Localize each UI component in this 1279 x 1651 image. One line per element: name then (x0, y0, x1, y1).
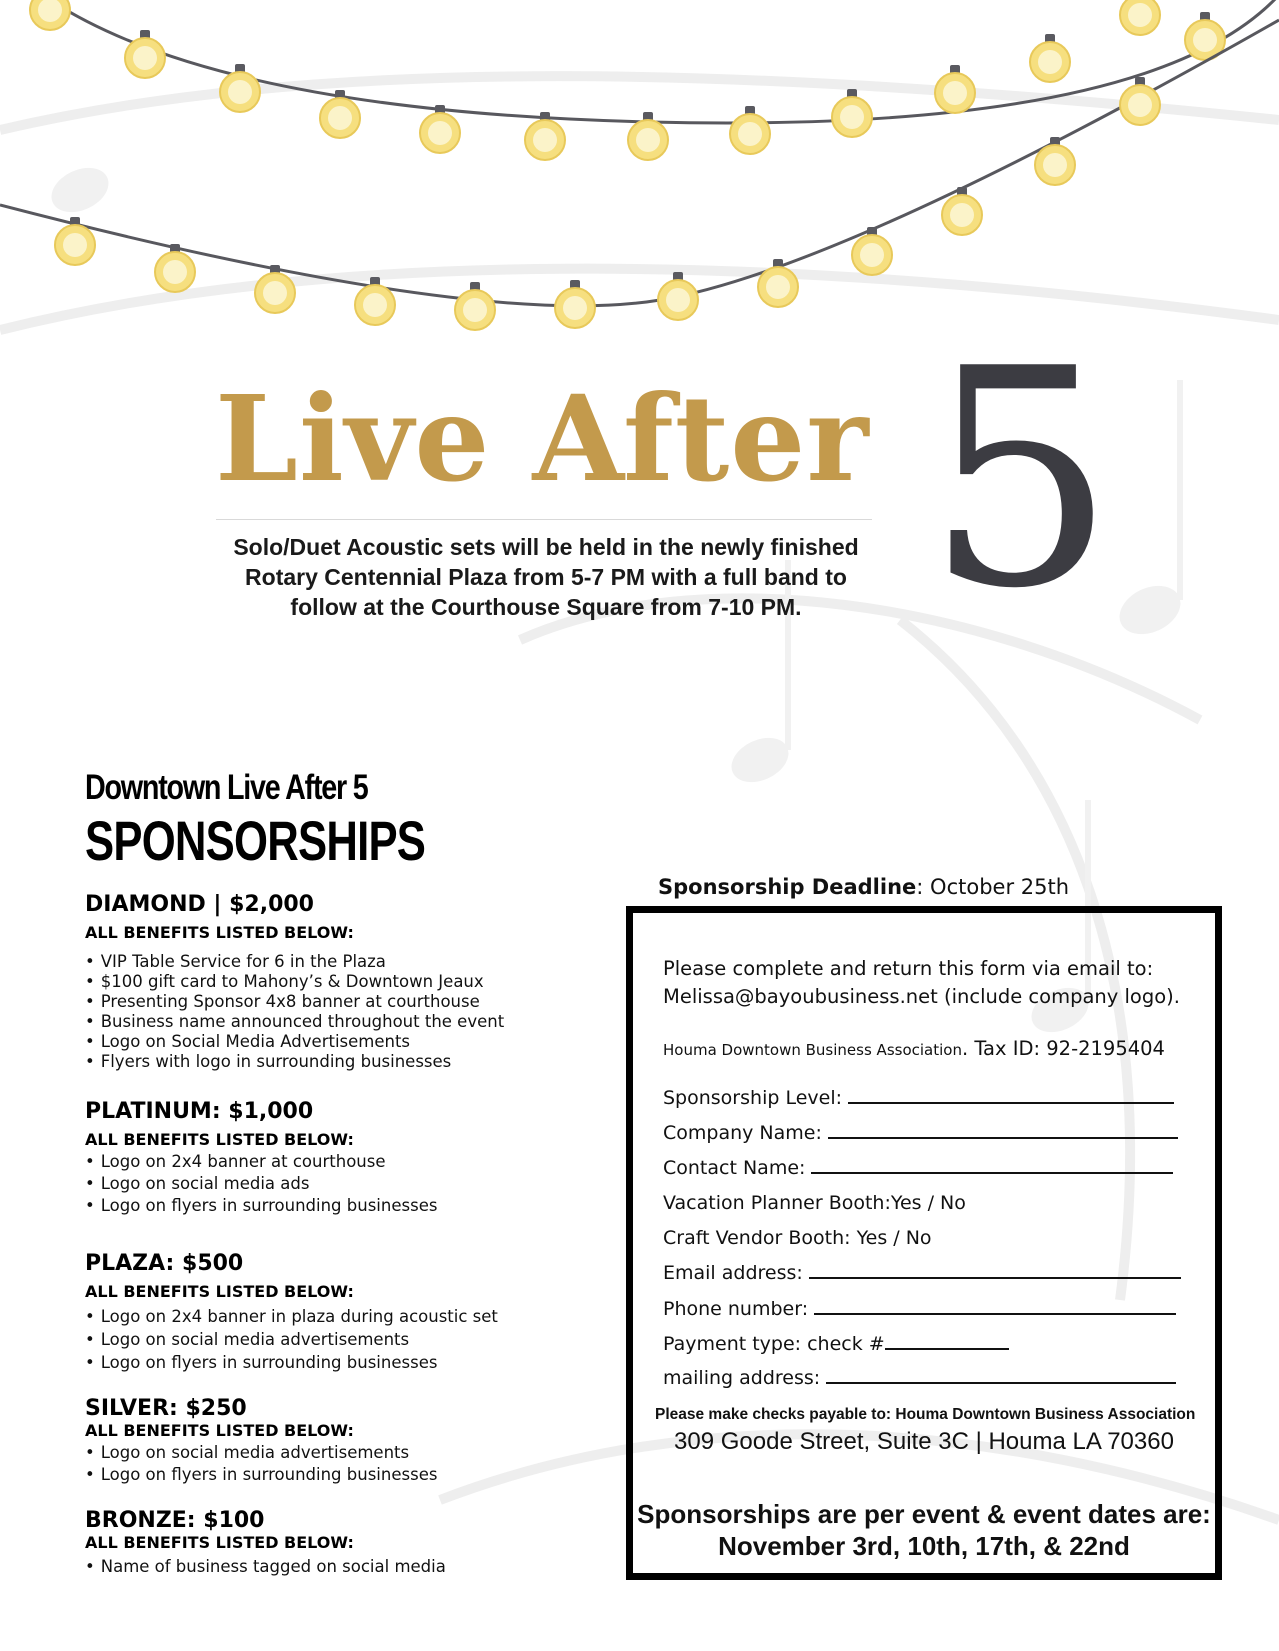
phone-number-field[interactable] (663, 1298, 1176, 1320)
deadline-label: Sponsorship Deadline (658, 875, 917, 899)
tier-silver (85, 1396, 605, 1486)
light-bulb-icon (55, 217, 95, 265)
benefit-item: • Name of business tagged on social media (85, 1556, 605, 1578)
email-address-line[interactable] (809, 1276, 1181, 1279)
light-bulb-icon (832, 89, 872, 137)
contact-name-field[interactable] (663, 1157, 1173, 1179)
payment-type-field[interactable] (663, 1333, 1009, 1355)
benefit-item: • Flyers with logo in surrounding businesses (85, 1052, 605, 1072)
benefit-item: • Logo on social media advertisements (85, 1328, 605, 1351)
tier-subheading: ALL BENEFITS LISTED BELOW: (85, 1421, 354, 1440)
organization-tax-line (663, 1037, 1165, 1060)
tier-subheading: ALL BENEFITS LISTED BELOW: (85, 1533, 354, 1552)
craft-vendor-booth-field[interactable]: Craft Vendor Booth: Yes / No (663, 1227, 932, 1249)
form-instructions-line1: Please complete and return this form via email to: (663, 957, 1154, 980)
tier-subheading: ALL BENEFITS LISTED BELOW: (85, 1130, 354, 1149)
tax-id: . Tax ID: 92-2195404 (961, 1037, 1165, 1060)
sponsorship-form (626, 906, 1222, 1580)
tier-bronze (85, 1508, 605, 1578)
event-title-number: 5 (925, 305, 1116, 654)
mailing-address-info: 309 Goode Street, Suite 3C | Houma LA 70360 (674, 1428, 1174, 1455)
light-bulb-icon (628, 112, 668, 160)
light-bulb-icon (658, 272, 698, 320)
field-label: Company Name: (663, 1122, 822, 1144)
event-dates-intro: Sponsorships are per event & event dates are: (637, 1499, 1211, 1529)
check-number-line[interactable] (885, 1347, 1009, 1350)
benefit-item: • Logo on flyers in surrounding businesses (85, 1464, 605, 1486)
light-bulb-icon (730, 106, 770, 154)
benefit-item: • Presenting Sponsor 4x8 banner at courthouse (85, 992, 605, 1012)
title-divider (216, 519, 872, 520)
benefit-item: • VIP Table Service for 6 in the Plaza (85, 952, 605, 972)
light-bulb-icon (935, 65, 975, 113)
benefit-item: • Logo on social media advertisements (85, 1442, 605, 1464)
tier-diamond (85, 892, 605, 1072)
field-label: Sponsorship Level: (663, 1087, 842, 1109)
benefit-item: • $100 gift card to Mahony’s & Downtown Jeaux (85, 972, 605, 992)
sponsorship-deadline (658, 875, 1069, 899)
tier-name: DIAMOND | $2,000 (85, 892, 314, 917)
tier-name: BRONZE: $100 (85, 1508, 265, 1533)
event-title: Live After (215, 369, 870, 508)
light-bulb-icon (1030, 34, 1070, 82)
checks-payable-note: Please make checks payable to: Houma Downtown Business Association (655, 1406, 1196, 1423)
sponsorships-heading-line2: SPONSORSHIPS (85, 809, 426, 872)
benefit-item: • Logo on flyers in surrounding businesses (85, 1351, 605, 1374)
benefit-item: • Logo on Social Media Advertisements (85, 1032, 605, 1052)
field-label: mailing address: (663, 1367, 821, 1389)
tier-subheading: ALL BENEFITS LISTED BELOW: (85, 923, 354, 942)
light-bulb-icon (758, 259, 798, 307)
company-name-line[interactable] (828, 1136, 1178, 1139)
deadline-date: October 25th (923, 875, 1070, 899)
contact-name-line[interactable] (811, 1171, 1173, 1174)
benefit-item: • Business name announced throughout the event (85, 1012, 605, 1032)
field-label: Contact Name: (663, 1157, 806, 1179)
deadline-separator: : (916, 875, 924, 899)
benefit-item: • Logo on 2x4 banner in plaza during acoustic set (85, 1305, 605, 1328)
phone-number-line[interactable] (814, 1312, 1176, 1315)
company-name-field[interactable] (663, 1122, 1178, 1144)
light-bulb-icon (1120, 0, 1160, 35)
form-instructions-email: Melissa@bayoubusiness.net (include company logo). (663, 985, 1180, 1008)
sponsorships-heading-line1: Downtown Live After 5 (85, 768, 368, 807)
tier-name: PLAZA: $500 (85, 1251, 244, 1276)
organization-name: Houma Downtown Business Association (663, 1041, 962, 1059)
sponsorship-level-line[interactable] (848, 1101, 1174, 1104)
field-label: Payment type: check # (663, 1333, 885, 1355)
sponsorship-level-field[interactable] (663, 1087, 1174, 1109)
light-bulb-icon (30, 0, 70, 30)
tier-subheading: ALL BENEFITS LISTED BELOW: (85, 1282, 354, 1301)
mailing-address-line[interactable] (826, 1381, 1176, 1384)
light-bulb-icon (555, 280, 595, 328)
email-address-field[interactable] (663, 1262, 1181, 1284)
field-label: Email address: (663, 1262, 803, 1284)
vacation-planner-booth-field[interactable]: Vacation Planner Booth:Yes / No (663, 1192, 966, 1214)
tier-name: PLATINUM: $1,000 (85, 1099, 314, 1124)
event-description: Solo/Duet Acoustic sets will be held in the newly finished Rotary Centennial Plaza from 5-7 PM with a full band to follow at the Courthouse Square from 7-10 PM. (233, 534, 859, 620)
light-bulb-icon (125, 30, 165, 78)
tier-platinum (85, 1099, 605, 1217)
light-bulb-icon (455, 282, 495, 330)
light-string-wire (0, 0, 1279, 123)
light-bulb-icon (1035, 137, 1075, 185)
benefit-item: • Logo on 2x4 banner at courthouse (85, 1151, 605, 1173)
mailing-address-field[interactable] (663, 1367, 1176, 1389)
tier-plaza (85, 1251, 605, 1374)
light-bulb-icon (1120, 77, 1160, 125)
benefit-item: • Logo on flyers in surrounding businesses (85, 1195, 605, 1217)
benefit-item: • Logo on social media ads (85, 1173, 605, 1195)
field-label: Phone number: (663, 1298, 809, 1320)
tier-name: SILVER: $250 (85, 1396, 247, 1421)
event-dates: November 3rd, 10th, 17th, & 22nd (718, 1531, 1130, 1561)
